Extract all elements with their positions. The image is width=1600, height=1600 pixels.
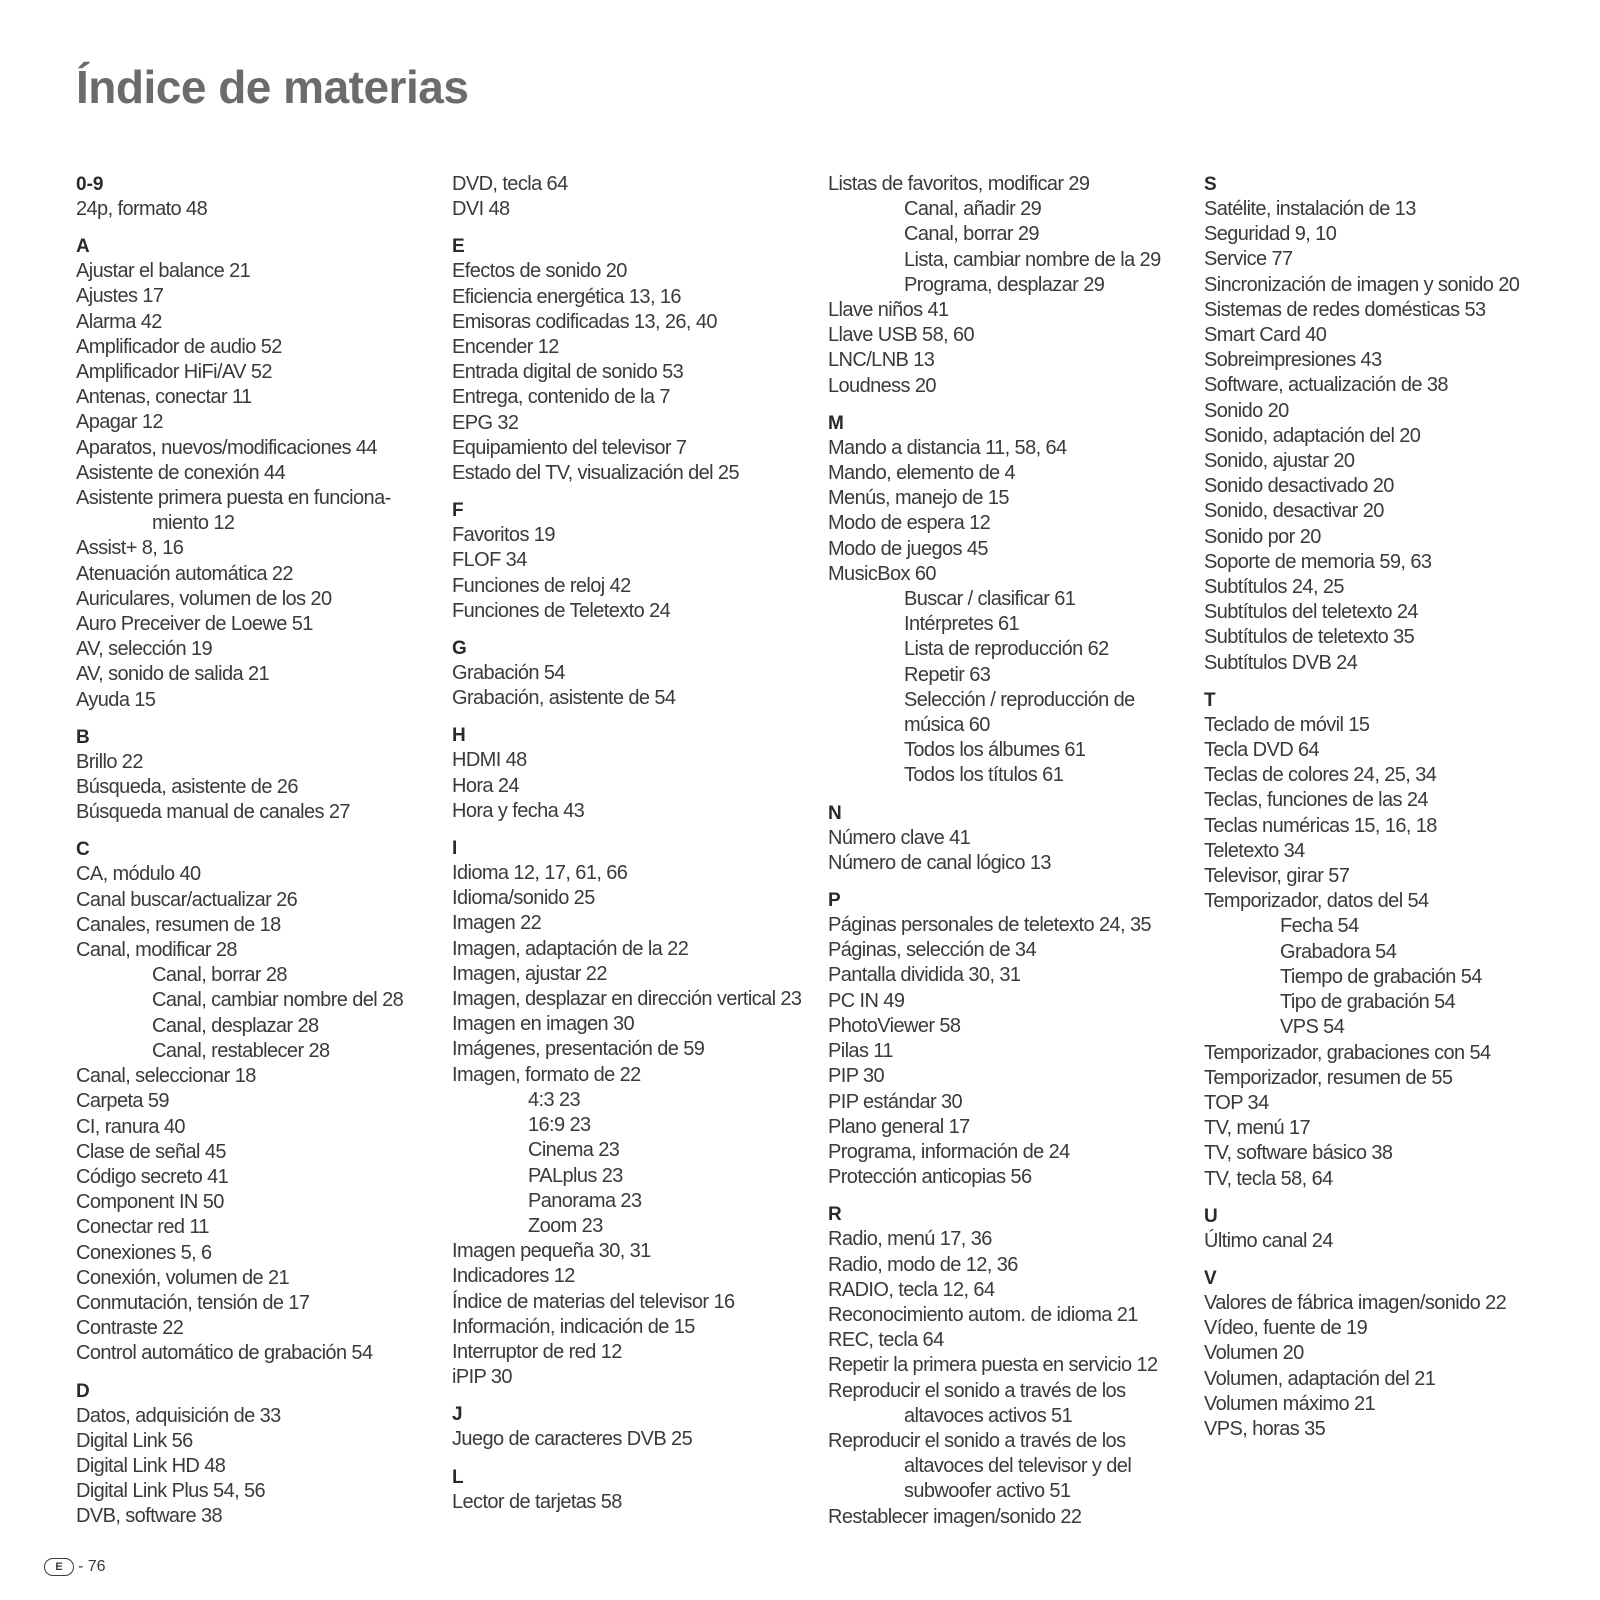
index-letter-heading: T [1204, 689, 1216, 711]
index-entry: Temporizador, datos del 54 [1204, 890, 1429, 913]
index-entry: Lector de tarjetas 58 [452, 1490, 622, 1513]
index-entry: Sonido por 20 [1204, 525, 1321, 548]
index-entry: Restablecer imagen/sonido 22 [828, 1505, 1082, 1528]
index-letter-heading: I [452, 838, 458, 860]
index-entry: Protección anticopias 56 [828, 1166, 1032, 1189]
index-entry: Teclado de móvil 15 [1204, 713, 1370, 736]
index-group [1204, 1204, 1519, 1254]
index-entry: Valores de fábrica imagen/sonido 22 [1204, 1291, 1507, 1314]
index-entry: Vídeo, fuente de 19 [1204, 1317, 1368, 1340]
index-entry: Búsqueda, asistente de 26 [76, 776, 298, 799]
index-entry: Teclas de colores 24, 25, 34 [1204, 764, 1437, 787]
index-subentry: altavoces del televisor y del [904, 1455, 1132, 1478]
index-entry: Conmutación, tensión de 17 [76, 1291, 310, 1314]
index-subentry: Canal, desplazar 28 [152, 1014, 319, 1037]
index-letter-heading: P [828, 890, 841, 912]
index-entry: CA, módulo 40 [76, 863, 201, 886]
index-entry: FLOF 34 [452, 549, 527, 572]
index-entry: 24p, formato 48 [76, 198, 208, 220]
index-subentry: Panorama 23 [528, 1189, 642, 1212]
index-entry: Páginas personales de teletexto 24, 35 [828, 914, 1152, 937]
index-group [828, 172, 1161, 399]
index-letter-heading: 0-9 [76, 174, 104, 195]
index-entry: Imagen 22 [452, 912, 542, 935]
index-group [828, 888, 1161, 1190]
index-column-3 [828, 172, 1161, 1542]
index-column-4 [1204, 172, 1519, 1454]
index-letter-heading: S [1204, 174, 1217, 195]
index-entry: iPIP 30 [452, 1366, 512, 1389]
index-entry: Auriculares, volumen de los 20 [76, 587, 332, 610]
index-entry: Entrega, contenido de la 7 [452, 386, 670, 409]
index-letter-heading: H [452, 725, 466, 747]
index-entry: TV, tecla 58, 64 [1204, 1167, 1333, 1190]
index-entry: Información, indicación de 15 [452, 1315, 695, 1338]
index-subentry: 4:3 23 [528, 1088, 581, 1111]
index-subentry: altavoces activos 51 [904, 1404, 1073, 1427]
index-group [452, 172, 801, 222]
index-entry: Estado del TV, visualización del 25 [452, 462, 739, 485]
index-group [452, 1465, 801, 1515]
index-letter-heading: R [828, 1204, 842, 1226]
index-entry: Equipamiento del televisor 7 [452, 436, 687, 459]
index-entry: Volumen 20 [1204, 1342, 1304, 1365]
index-entry: Canal, modificar 28 [76, 939, 237, 962]
index-entry: DVI 48 [452, 198, 510, 221]
index-entry: EPG 32 [452, 411, 519, 434]
index-entry: Programa, información de 24 [828, 1140, 1070, 1163]
index-letter-heading: N [828, 802, 842, 824]
index-entry: Canales, resumen de 18 [76, 913, 281, 936]
index-column-2 [452, 172, 801, 1527]
index-entry: PhotoViewer 58 [828, 1014, 961, 1037]
index-subentry: Intérpretes 61 [904, 613, 1020, 636]
index-entry: Plano general 17 [828, 1115, 970, 1138]
index-letter-heading: D [76, 1380, 90, 1402]
index-entry: Indicadores 12 [452, 1265, 575, 1288]
index-subentry: Canal, borrar 29 [904, 223, 1039, 246]
index-letter-heading: A [76, 236, 90, 258]
index-entry: Último canal 24 [1204, 1229, 1333, 1252]
index-entry: Subtítulos del teletexto 24 [1204, 601, 1418, 624]
index-entry: Temporizador, resumen de 55 [1204, 1066, 1453, 1089]
index-group [452, 723, 801, 824]
index-entry: Reproducir el sonido a través de los [828, 1379, 1126, 1402]
index-entry: Imagen, desplazar en dirección vertical 23 [452, 988, 802, 1011]
index-subentry: subwoofer activo 51 [904, 1480, 1071, 1503]
index-entry: PIP estándar 30 [828, 1090, 963, 1113]
index-entry: Teclas, funciones de las 24 [1204, 789, 1428, 812]
index-group [452, 234, 801, 486]
index-entry: Imagen, adaptación de la 22 [452, 937, 689, 960]
index-entry: Subtítulos 24, 25 [1204, 576, 1344, 599]
index-entry: Grabación 54 [452, 662, 565, 685]
index-entry: RADIO, tecla 12, 64 [828, 1278, 995, 1301]
index-entry: Imágenes, presentación de 59 [452, 1038, 705, 1061]
index-entry: Teclas numéricas 15, 16, 18 [1204, 814, 1437, 837]
index-entry: AV, selección 19 [76, 638, 213, 661]
index-letter-heading: C [76, 839, 90, 861]
index-entry: Listas de favoritos, modificar 29 [828, 173, 1090, 195]
index-group [828, 1202, 1161, 1529]
language-badge: E [44, 1558, 74, 1576]
index-entry: Conexiones 5, 6 [76, 1241, 212, 1264]
index-entry: Modo de juegos 45 [828, 537, 988, 560]
index-entry: Aparatos, nuevos/modificaciones 44 [76, 436, 377, 459]
index-entry: Reproducir el sonido a través de los [828, 1429, 1126, 1452]
index-group [76, 1379, 403, 1530]
index-entry: VPS, horas 35 [1204, 1417, 1326, 1440]
index-subentry: Cinema 23 [528, 1139, 620, 1162]
index-entry: CI, ranura 40 [76, 1115, 185, 1138]
index-entry: Subtítulos DVB 24 [1204, 651, 1358, 674]
index-letter-heading: E [452, 236, 465, 258]
index-letter-heading: U [1204, 1205, 1218, 1227]
index-entry: Asistente de conexión 44 [76, 461, 286, 484]
index-subentry: Programa, desplazar 29 [904, 273, 1105, 296]
index-group [452, 836, 801, 1390]
index-entry: Televisor, girar 57 [1204, 865, 1350, 888]
index-group [76, 234, 403, 713]
index-entry: Sonido, ajustar 20 [1204, 450, 1355, 473]
index-entry: Sonido, desactivar 20 [1204, 500, 1384, 523]
index-entry: Emisoras codificadas 13, 26, 40 [452, 310, 717, 333]
index-entry: Pantalla dividida 30, 31 [828, 964, 1021, 987]
index-entry: Atenuación automática 22 [76, 562, 293, 585]
index-entry: REC, tecla 64 [828, 1329, 944, 1352]
index-entry: Soporte de memoria 59, 63 [1204, 550, 1432, 573]
index-entry: Digital Link 56 [76, 1429, 193, 1452]
index-entry: Repetir la primera puesta en servicio 12 [828, 1354, 1158, 1377]
index-entry: Encender 12 [452, 336, 559, 359]
index-entry: Conexión, volumen de 21 [76, 1266, 290, 1289]
index-entry: TOP 34 [1204, 1091, 1269, 1114]
index-entry: Sonido desactivado 20 [1204, 475, 1394, 498]
index-entry: Satélite, instalación de 13 [1204, 198, 1416, 220]
index-entry: Digital Link Plus 54, 56 [76, 1480, 266, 1503]
index-entry: Apagar 12 [76, 411, 163, 434]
index-entry: Canal, seleccionar 18 [76, 1065, 256, 1088]
index-subentry: Selección / reproducción de [904, 688, 1135, 711]
index-subentry: miento 12 [152, 512, 235, 535]
index-entry: Mando a distancia 11, 58, 64 [828, 436, 1067, 459]
index-group [828, 411, 1161, 789]
index-subentry: 16:9 23 [528, 1114, 591, 1137]
index-entry: Canal buscar/actualizar 26 [76, 888, 298, 911]
index-entry: Hora y fecha 43 [452, 799, 585, 822]
index-entry: Auro Preceiver de Loewe 51 [76, 613, 313, 636]
index-entry: Grabación, asistente de 54 [452, 687, 676, 710]
index-entry: Funciones de Teletexto 24 [452, 599, 671, 622]
index-column-1 [76, 172, 403, 1542]
index-entry: Teletexto 34 [1204, 839, 1305, 862]
index-subentry: música 60 [904, 714, 990, 737]
index-group [452, 636, 801, 711]
index-entry: LNC/LNB 13 [828, 349, 935, 372]
index-entry: Clase de señal 45 [76, 1140, 226, 1163]
index-entry: Idioma/sonido 25 [452, 887, 595, 910]
index-group [76, 172, 403, 222]
index-entry: Búsqueda manual de canales 27 [76, 801, 350, 824]
index-entry: Service 77 [1204, 248, 1293, 271]
index-entry: Smart Card 40 [1204, 324, 1327, 347]
index-entry: Hora 24 [452, 774, 519, 797]
index-entry: PC IN 49 [828, 989, 905, 1012]
index-entry: Imagen, ajustar 22 [452, 962, 607, 985]
index-entry: Modo de espera 12 [828, 512, 991, 535]
index-letter-heading: B [76, 726, 90, 748]
index-group [452, 498, 801, 624]
index-entry: Sonido 20 [1204, 399, 1289, 422]
index-entry: Loudness 20 [828, 374, 936, 397]
index-entry: Imagen, formato de 22 [452, 1063, 641, 1086]
index-entry: PIP 30 [828, 1065, 885, 1088]
index-subentry: Lista, cambiar nombre de la 29 [904, 248, 1161, 271]
index-subentry: PALplus 23 [528, 1164, 623, 1187]
index-entry: Digital Link HD 48 [76, 1454, 226, 1477]
index-entry: Sobreimpresiones 43 [1204, 349, 1382, 372]
index-subentry: Todos los títulos 61 [904, 764, 1064, 787]
index-entry: Idioma 12, 17, 61, 66 [452, 862, 628, 885]
index-subentry: Buscar / clasificar 61 [904, 588, 1076, 611]
index-entry: Número de canal lógico 13 [828, 851, 1051, 874]
index-entry: Volumen máximo 21 [1204, 1392, 1376, 1415]
index-group [76, 725, 403, 826]
index-entry: Antenas, conectar 11 [76, 386, 252, 409]
index-entry: Llave niños 41 [828, 299, 949, 322]
index-entry: Efectos de sonido 20 [452, 260, 627, 283]
index-subentry: Canal, restablecer 28 [152, 1039, 330, 1062]
index-group [1204, 172, 1519, 676]
index-entry: DVD, tecla 64 [452, 173, 568, 195]
index-entry: HDMI 48 [452, 749, 527, 772]
index-entry: Sonido, adaptación del 20 [1204, 424, 1421, 447]
index-entry: Volumen, adaptación del 21 [1204, 1367, 1436, 1390]
index-entry: Sincronización de imagen y sonido 20 [1204, 273, 1520, 296]
index-entry: Carpeta 59 [76, 1090, 169, 1113]
index-group [452, 1402, 801, 1452]
page-number: - 76 [78, 1558, 106, 1575]
index-entry: Seguridad 9, 10 [1204, 223, 1337, 246]
index-subentry: Repetir 63 [904, 663, 991, 686]
index-entry: Eficiencia energética 13, 16 [452, 285, 681, 308]
index-subentry: Todos los álbumes 61 [904, 739, 1086, 762]
index-letter-heading: F [452, 500, 464, 522]
page-title: Índice de materias [76, 61, 469, 113]
index-subentry: Canal, borrar 28 [152, 964, 287, 987]
index-subentry: Tiempo de grabación 54 [1280, 965, 1482, 988]
index-letter-heading: J [452, 1404, 463, 1426]
index-entry: Radio, modo de 12, 36 [828, 1253, 1018, 1276]
index-letter-heading: M [828, 412, 844, 434]
index-subentry: Fecha 54 [1280, 915, 1359, 938]
index-group [76, 837, 403, 1366]
index-entry: Component IN 50 [76, 1191, 224, 1214]
index-entry: Juego de caracteres DVB 25 [452, 1428, 693, 1451]
index-entry: Subtítulos de teletexto 35 [1204, 626, 1415, 649]
index-entry: Páginas, selección de 34 [828, 939, 1036, 962]
index-entry: Favoritos 19 [452, 524, 555, 547]
index-group [828, 801, 1161, 876]
index-entry: Número clave 41 [828, 826, 971, 849]
index-entry: Assist+ 8, 16 [76, 537, 184, 560]
index-entry: Amplificador de audio 52 [76, 335, 282, 358]
index-group [1204, 688, 1519, 1192]
index-entry: TV, menú 17 [1204, 1117, 1311, 1140]
index-subentry: Lista de reproducción 62 [904, 638, 1109, 661]
index-subentry: VPS 54 [1280, 1016, 1345, 1039]
index-entry: Amplificador HiFi/AV 52 [76, 361, 272, 384]
index-entry: Llave USB 58, 60 [828, 324, 975, 347]
index-entry: Asistente primera puesta en funciona- [76, 487, 391, 510]
index-entry: Reconocimiento autom. de idioma 21 [828, 1303, 1138, 1326]
index-entry: Ajustar el balance 21 [76, 260, 251, 283]
index-entry: TV, software básico 38 [1204, 1142, 1393, 1165]
index-entry: MusicBox 60 [828, 562, 936, 585]
index-subentry: Grabadora 54 [1280, 940, 1397, 963]
index-entry: Temporizador, grabaciones con 54 [1204, 1041, 1491, 1064]
index-entry: DVB, software 38 [76, 1505, 223, 1528]
index-entry: Ajustes 17 [76, 285, 164, 308]
index-entry: Radio, menú 17, 36 [828, 1228, 992, 1251]
index-entry: Interruptor de red 12 [452, 1340, 622, 1363]
index-subentry: Canal, añadir 29 [904, 198, 1042, 221]
index-entry: Entrada digital de sonido 53 [452, 361, 684, 384]
index-entry: Tecla DVD 64 [1204, 739, 1320, 762]
index-entry: Alarma 42 [76, 310, 162, 333]
index-letter-heading: L [452, 1466, 464, 1488]
index-letter-heading: G [452, 638, 467, 660]
index-subentry: Tipo de grabación 54 [1280, 991, 1456, 1014]
index-entry: Menús, manejo de 15 [828, 487, 1009, 510]
index-entry: Control automático de grabación 54 [76, 1342, 373, 1365]
index-letter-heading: V [1204, 1267, 1217, 1289]
index-entry: Datos, adquisición de 33 [76, 1404, 281, 1427]
index-subentry: Zoom 23 [528, 1214, 603, 1237]
index-entry: Contraste 22 [76, 1317, 184, 1340]
index-entry: Software, actualización de 38 [1204, 374, 1448, 397]
index-entry: Funciones de reloj 42 [452, 574, 631, 597]
index-entry: Ayuda 15 [76, 688, 156, 711]
index-entry: Mando, elemento de 4 [828, 462, 1016, 485]
index-entry: Pilas 11 [828, 1040, 893, 1063]
index-entry: Índice de materias del televisor 16 [452, 1290, 735, 1313]
index-entry: Código secreto 41 [76, 1165, 229, 1188]
index-entry: Brillo 22 [76, 750, 143, 773]
index-entry: AV, sonido de salida 21 [76, 663, 270, 686]
page-footer [44, 1558, 106, 1576]
index-subentry: Canal, cambiar nombre del 28 [152, 989, 404, 1012]
index-group [1204, 1266, 1519, 1442]
index-entry: Sistemas de redes domésticas 53 [1204, 298, 1486, 321]
index-entry: Imagen pequeña 30, 31 [452, 1240, 651, 1263]
index-entry: Conectar red 11 [76, 1216, 209, 1239]
index-entry: Imagen en imagen 30 [452, 1013, 635, 1036]
